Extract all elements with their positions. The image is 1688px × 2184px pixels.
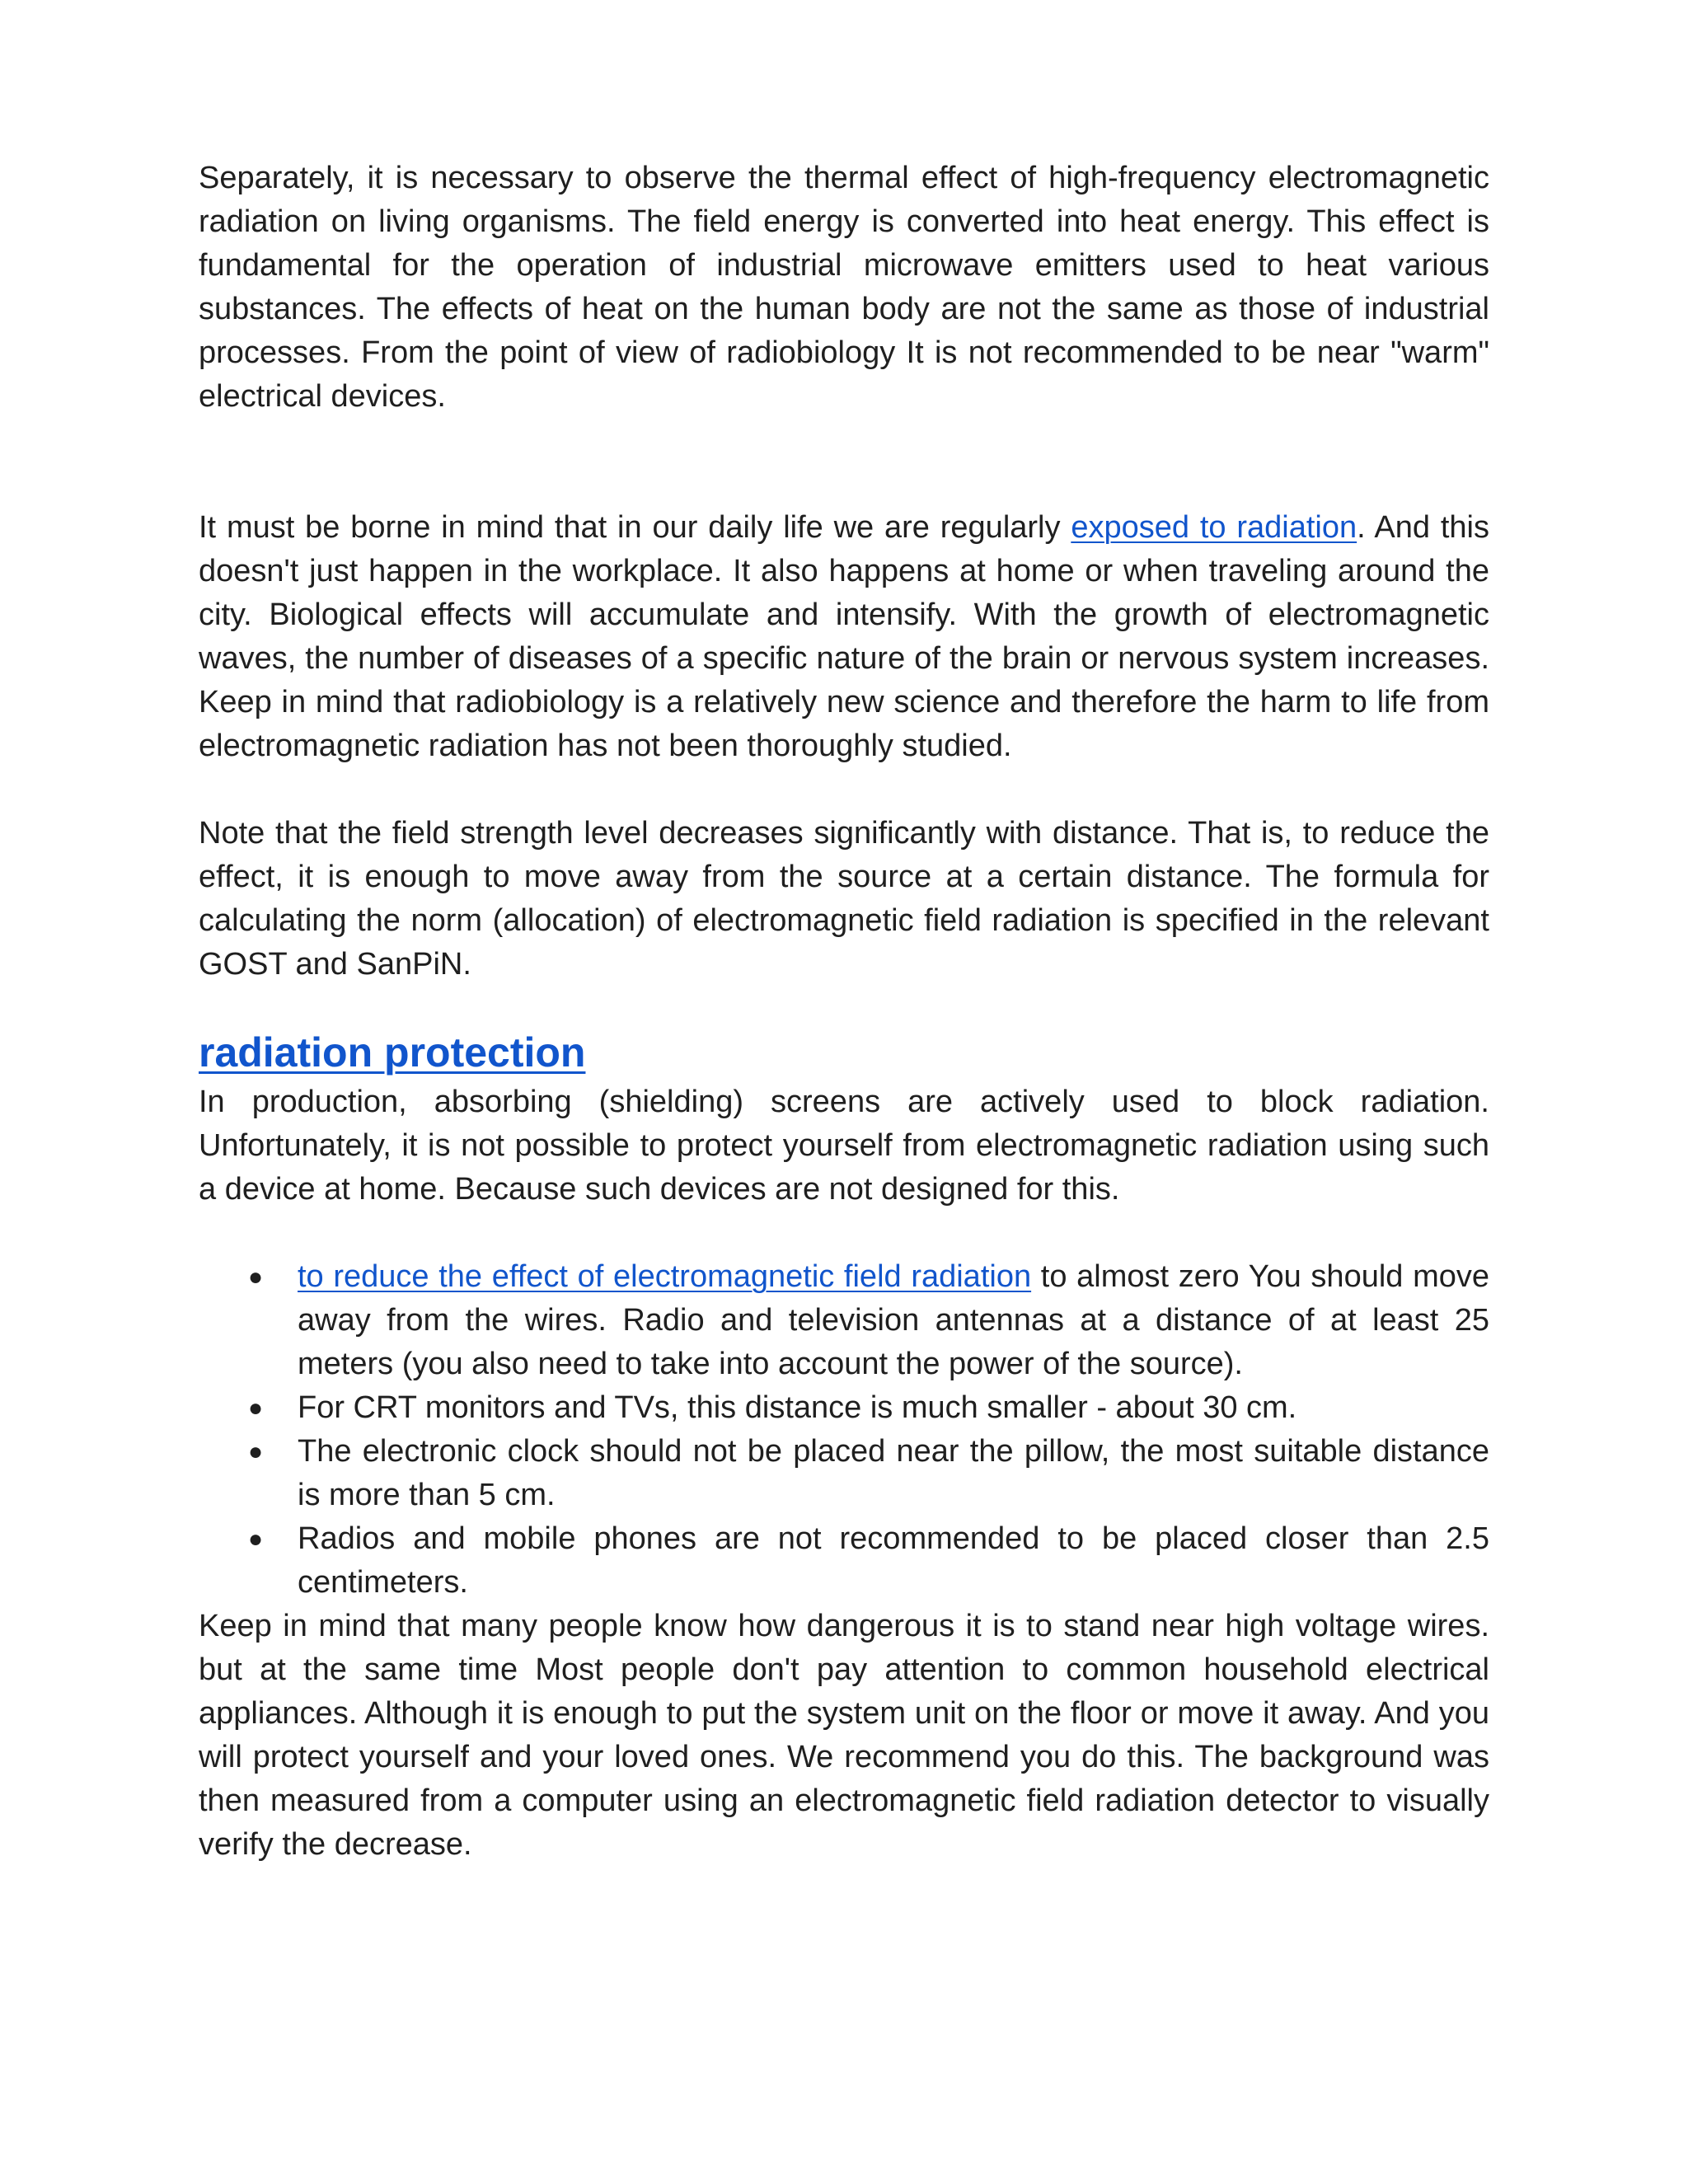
spacer: [199, 768, 1489, 812]
bullet-icon: ●: [248, 1438, 264, 1465]
paragraph-closing: Keep in mind that many people know how dangerous it is to stand near high voltage wires. but at the same time Most people don't pay attention to common household electrical appliances. Although it is enough to put the system unit on the floor or move it away. And you will protect yourself and your loved ones. We recommend you do this. The background was then measured from a computer using an electromagnetic field radiation detector to visually verify the decrease.: [199, 1609, 1489, 1862]
protection-tips-list: [199, 1255, 1489, 1605]
bullet-icon: ●: [248, 1263, 264, 1291]
list-item: [199, 1255, 1489, 1386]
paragraph-field-strength: Note that the field strength level decreases significantly with distance. That is, to reduce the effect, it is enough to move away from the source at a certain distance. The formula for calculating the norm (allocation) of electromagnetic field radiation is specified in the relevant GOST and SanPiN.: [199, 816, 1489, 982]
paragraph-text: It must be borne in mind that in our daily life we are regularly: [199, 510, 1071, 545]
list-item-text: Radios and mobile phones are not recommended to be placed closer than 2.5 centimeters.: [298, 1521, 1489, 1600]
list-item: [199, 1430, 1489, 1517]
spacer: [199, 419, 1489, 506]
bullet-icon: ●: [248, 1394, 264, 1422]
list-item: [199, 1386, 1489, 1430]
radiation-protection-heading-link[interactable]: radiation protection: [199, 1029, 586, 1076]
paragraph-daily-exposure: [199, 506, 1489, 768]
list-item: [199, 1517, 1489, 1605]
list-item-text: to almost zero You should move away from the wires. Radio and television antennas at a distance of at least 25 meters (you also need to take into account the power of the source).: [298, 1259, 1490, 1381]
paragraph-text: . And this doesn't just happen in the workplace. It also happens at home or when traveling around the city. Biological effects will accumulate and intensify. With the growth of electromagnetic waves, the number of diseases of a specific nature of the brain or nervous system increases. Keep in mind that radiobiology is a relatively new science and therefore the harm to life from electromagnetic radiation has not been thoroughly studied.: [199, 510, 1489, 763]
reduce-effect-link[interactable]: to reduce the effect of electromagnetic field radiation: [298, 1259, 1032, 1294]
list-item-text: For CRT monitors and TVs, this distance is much smaller - about 30 cm.: [298, 1390, 1297, 1425]
list-item-text: The electronic clock should not be placed near the pillow, the most suitable distance is more than 5 cm.: [298, 1434, 1489, 1512]
paragraph-thermal-effect: Separately, it is necessary to observe the thermal effect of high-frequency electromagnetic radiation on living organisms. The field energy is converted into heat energy. This effect is fundamental for the operation of industrial microwave emitters used to heat various substances. The effects of heat on the human body are not the same as those of industrial processes. From the point of view of radiobiology It is not recommended to be near "warm" electrical devices.: [199, 161, 1489, 414]
document-page: [199, 157, 1489, 1867]
section-heading: [199, 1028, 1489, 1077]
bullet-icon: ●: [248, 1526, 264, 1553]
paragraph-shielding-intro: In production, absorbing (shielding) screens are actively used to block radiation. Unfortunately, it is not possible to protect yourself from electromagnetic radiation using such a device at home. Because such devices are not designed for this.: [199, 1085, 1489, 1207]
exposed-to-radiation-link[interactable]: exposed to radiation: [1071, 510, 1357, 545]
